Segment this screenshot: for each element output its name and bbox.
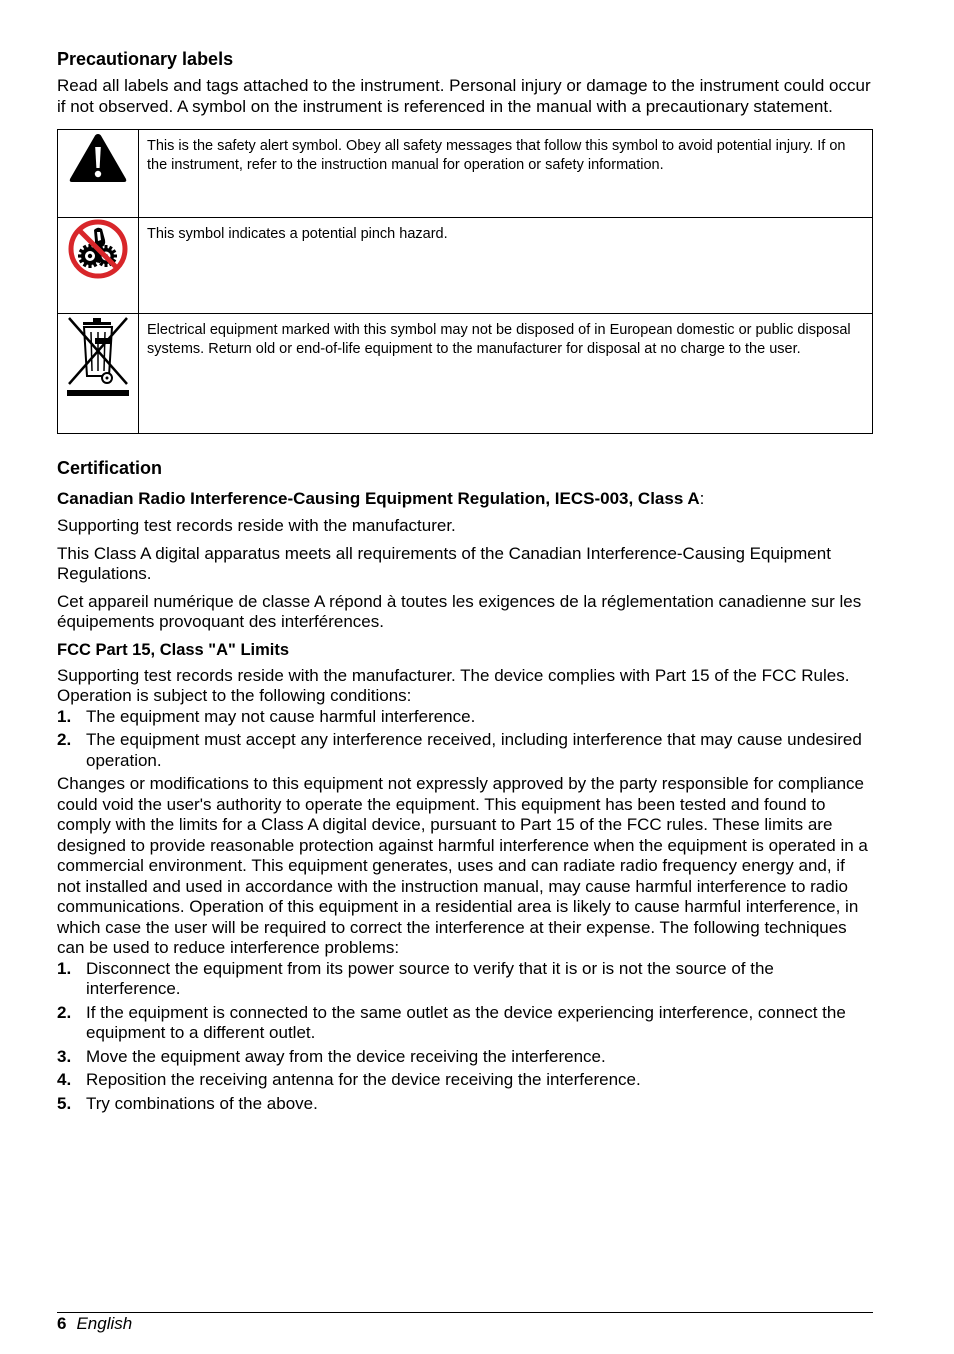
list-number: 2. <box>57 730 72 749</box>
list-text: The equipment may not cause harmful interference. <box>86 706 476 726</box>
label-description: This symbol indicates a potential pinch hazard. <box>139 218 873 314</box>
canadian-paragraph: Supporting test records reside with the manufacturer. <box>57 516 456 535</box>
precautionary-labels-table <box>57 129 873 434</box>
document-page <box>57 48 873 1117</box>
canadian-regulation-heading <box>57 489 873 509</box>
canadian-regulation-title: Canadian Radio Interference-Causing Equipment Regulation, IECS-003, Class A <box>57 489 700 508</box>
fcc-intro: Supporting test records reside with the manufacturer. The device complies with Part 15 of the FCC Rules. Operation is subject to the following conditions: <box>57 665 850 705</box>
pinch-hazard-icon <box>67 218 129 280</box>
list-text: The equipment must accept any interference received, including interference that may cause undesired operation. <box>86 730 862 770</box>
list-item <box>57 1094 873 1115</box>
label-row <box>58 314 873 434</box>
list-number: 5. <box>57 1093 72 1113</box>
interference-techniques-list <box>57 959 873 1115</box>
list-item <box>57 1070 873 1091</box>
label-description: Electrical equipment marked with this symbol may not be disposed of in European domestic or public disposal systems. Return old or end-of-life equipment to the manufacturer for disposal at no charge to the user. <box>139 314 873 434</box>
list-number: 2. <box>57 1002 72 1022</box>
list-text: Disconnect the equipment from its power source to verify that it is or is not the source of the interference. <box>86 958 774 998</box>
section-title-precautionary-labels: Precautionary labels <box>57 49 234 69</box>
page-number: 6 <box>57 1314 67 1333</box>
page-footer <box>57 1312 873 1334</box>
list-number: 3. <box>57 1046 72 1066</box>
icon-cell <box>58 314 139 434</box>
fcc-conditions-list <box>57 707 873 772</box>
section-title-certification: Certification <box>57 458 163 478</box>
canadian-paragraph: This Class A digital apparatus meets all requirements of the Canadian Interference-Causing Equipment Regulations. <box>57 543 831 583</box>
list-number: 4. <box>57 1070 72 1089</box>
footer-language: English <box>76 1314 133 1333</box>
list-number: 1. <box>57 706 72 726</box>
list-number: 1. <box>57 958 72 978</box>
list-text: Move the equipment away from the device receiving the interference. <box>86 1046 606 1066</box>
list-text: Try combinations of the above. <box>86 1093 318 1113</box>
label-description: This is the safety alert symbol. Obey all safety messages that follow this symbol to avoid potential injury. If on the instrument, refer to the instruction manual for operation or safety information. <box>139 130 873 218</box>
changes-paragraph: Changes or modifications to this equipment not expressly approved by the party responsible for compliance could void the user's authority to operate the equipment. This equipment has been tested and found to comply with the limits for a Class A digital device, pursuant to Part 15 of the FCC rules. These limits are designed to provide reasonable protection against harmful interference when the equipment is operated in a commercial environment. This equipment generates, uses and can radiate radio frequency energy and, if not installed and used in accordance with the instruction manual, may cause harmful interference to radio communications. Operation of this equipment in a residential area is likely to cause harmful interference, in which case the user will be required to correct the interference at their expense. The following techniques can be used to reduce interference problems: <box>57 774 868 957</box>
label-row <box>58 218 873 314</box>
list-item <box>57 730 873 771</box>
list-item <box>57 1047 873 1068</box>
list-text: Reposition the receiving antenna for the device receiving the interference. <box>86 1070 641 1089</box>
label-row <box>58 130 873 218</box>
icon-cell <box>58 130 139 218</box>
icon-cell <box>58 218 139 314</box>
canadian-paragraph-french: Cet appareil numérique de classe A répond à toutes les exigences de la réglementation canadienne sur les équipements provoquant des interférences. <box>57 591 862 631</box>
fcc-heading: FCC Part 15, Class "A" Limits <box>57 640 290 659</box>
weee-crossed-bin-icon <box>65 314 131 398</box>
list-item <box>57 1003 873 1044</box>
list-text: If the equipment is connected to the same outlet as the device experiencing interference, connect the equipment to a different outlet. <box>86 1002 846 1042</box>
list-item <box>57 959 873 1000</box>
list-item <box>57 707 873 728</box>
precautionary-intro: Read all labels and tags attached to the instrument. Personal injury or damage to the instrument could occur if not observed. A symbol on the instrument is referenced in the manual with a precautionary statement. <box>57 76 871 116</box>
warning-triangle-icon <box>67 130 129 186</box>
heading-colon: : <box>699 489 705 508</box>
